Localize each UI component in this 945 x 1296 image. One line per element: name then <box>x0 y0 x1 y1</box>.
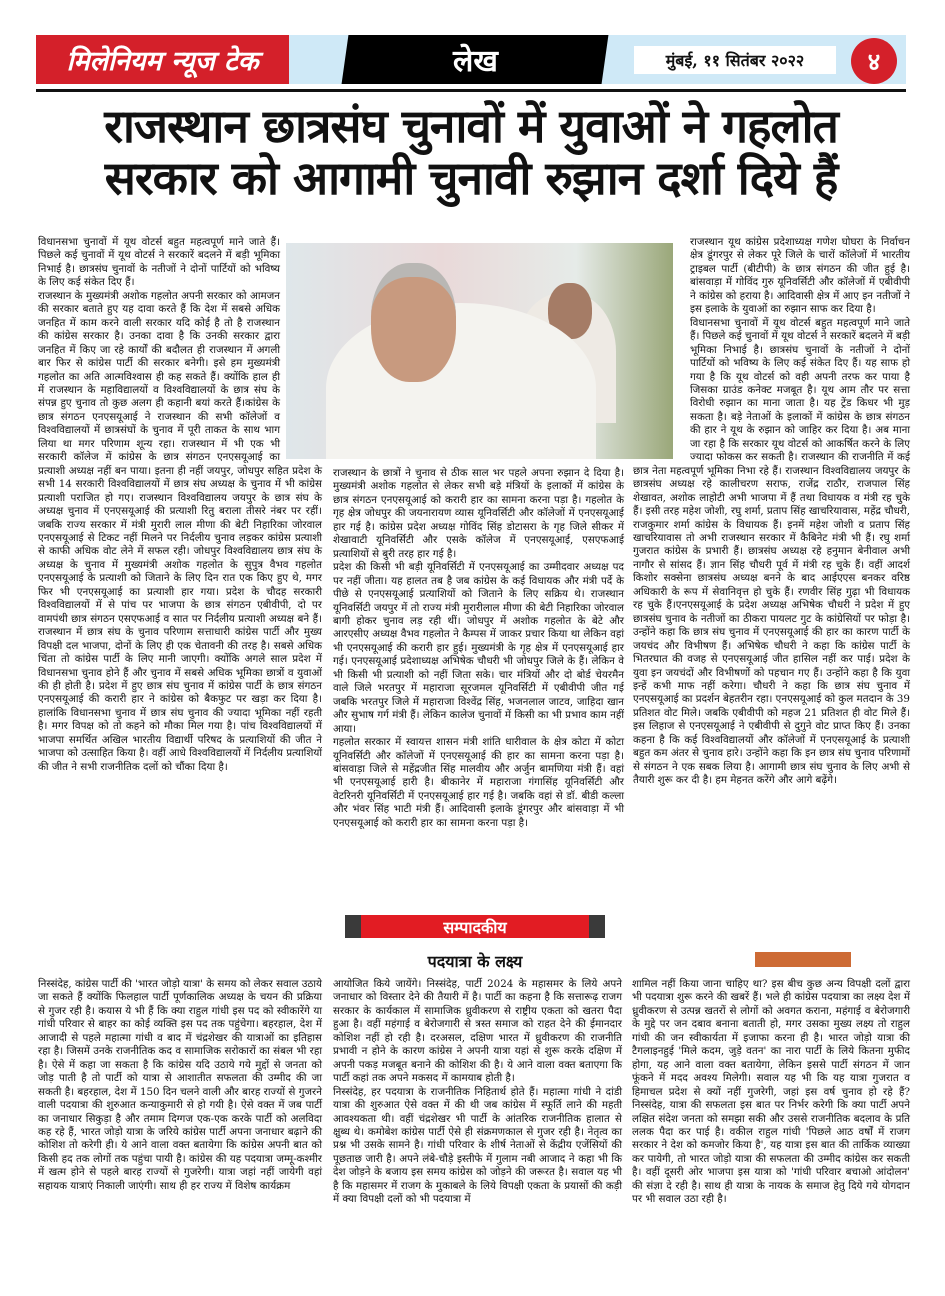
editorial-title: पदयात्रा के लक्ष्य <box>427 952 523 971</box>
section-label <box>342 35 609 84</box>
paragraph: विधानसभा चुनावों में यूथ वोटर्स बहुत महत्वपूर्ण माने जाते हैं। पिछले कई चुनावों में यूथ वोटर्स ने सरकारें बदलने में बड़ी भूमिका निभाई है। छात्रसंघ चुनावों के नतीजों ने दोनों पार्टियों को भविष्य के लिए कई संकेत दिए हैं। यह साफ हो गया है कि यूथ वोटर्स को वही अपनी तरफ कर पाया है जिसका ग्राउंड कनेक्ट मजबूत है। यूथ आम तौर पर सत्ता विरोधी रुझान का माना जाता है। यह ट्रेंड किधर भी मुड़ सकता है। बड़े नेताओं के इलाकों में कांग्रेस के छात्र संगठन की हार ने यूथ के रुझान को जाहिर कर दिया है। अब माना जा रहा है कि सरकार यूथ वोटर्स को आकर्षित करने के लिए ज्यादा फोकस कर सकती है। राजस्थान की राजनीति में कई छात्र नेता महत्वपूर्ण भूमिका निभा रहे हैं। राजस्थान विश्वविद्यालय जयपुर के छात्रसंघ अध्यक्ष रहे कालीचरण सराफ, राजेंद्र राठौर, राजपाल सिंह शेखावत, अशोक लाहोटी अभी भाजपा में हैं तथा विधायक व मंत्री रह चुके हैं। इसी तरह महेश जोशी, रघु शर्मा, प्रताप सिंह खाचरियावास, महेंद्र चौधरी, राजकुमार शर्मा कांग्रेस के विधायक हैं। इनमें महेश जोशी व प्रताप सिंह खाचरियावास तो अभी राजस्थान सरकार में कैबिनेट मंत्री भी हैं। रघु शर्मा गुजरात कांग्रेस के प्रभारी हैं। छात्रसंघ अध्यक्ष रहे हनुमान बेनीवाल अभी नागौर से सांसद हैं। ज्ञान सिंह चौधरी पूर्व में मंत्री रह चुके हैं। वहीं आदर्श किशोर सक्सेना छात्रसंघ अध्यक्ष बनने के बाद आईएएस बनकर वरिष्ठ अधिकारी के रूप में सेवानिवृत्त हो चुके हैं। रणवीर सिंह गुढ़ा भी विधायक रह चुके हैं।एनएसयूआई के प्रदेश अध्यक्ष अभिषेक चौधरी ने प्रदेश में हुए छात्रसंघ चुनाव के नतीजों का ठीकरा पायलट गुट के कांग्रेसियों पर फोड़ा है। उन्होंने कहा कि छात्र संघ चुनाव में एनएसयूआई की हार का कारण पार्टी के जयचंद और विभीषण हैं। अभिषेक चौधरी ने कहा कि कांग्रेस पार्टी के भितरघात की वजह से एनएसयूआई जीत हासिल नहीं कर पाई। प्रदेश के युवा इन जयचंदों और विभीषणों को पहचान गए हैं। उन्होंने कहा है कि युवा इन्हें कभी माफ नहीं करेगा। चौधरी ने कहा कि छात्र संघ चुनाव में एनएसयूआई का प्रदर्शन बेहतरीन रहा। एनएसयूआई को कुल मतदान के 39 प्रतिशत वोट मिले। जबकि एबीवीपी को महज 21 प्रतिशत ही वोट मिले हैं। इस लिहाज से एनएसयूआई ने एबीवीपी से दुगुने वोट प्राप्त किए हैं। उनका कहना है कि कई विश्वविद्यालयों और कॉलेजों में एनएसयूआई के प्रत्याशी बहुत कम अंतर से चुनाव हारे। उन्होंने कहा कि इन छात्र संघ चुनाव परिणामों से संगठन ने एक सबक लिया है। आगामी छात्र संघ चुनाव के लिए अभी से तैयारी शुरू कर दी है। हम मेहनत करेंगे और आगे बढ़ेंगे। <box>633 316 910 787</box>
page-number: ४ <box>851 38 897 84</box>
newspaper-logo: मिलेनियम न्यूज टेक <box>36 35 289 84</box>
editorial-column-3 <box>632 978 910 1207</box>
article-column-2 <box>333 467 624 830</box>
paragraph: विधानसभा चुनावों में यूथ वोटर्स बहुत महत्वपूर्ण माने जाते हैं। पिछले कई चुनावों में यूथ वोटर्स ने सरकारें बदलने में बड़ी भूमिका निभाई है। छात्रसंघ चुनावों के नतीजों ने दोनों पार्टियों को भविष्य के लिए कई संकेत दिए हैं। <box>38 236 280 289</box>
article-photo <box>286 243 673 459</box>
paragraph: निस्संदेह, कांग्रेस पार्टी की 'भारत जोड़ो यात्रा' के समय को लेकर सवाल उठाये जा सकते हैं क्योंकि फिलहाल पार्टी पूर्णकालिक अध्यक्ष के चयन की प्रक्रिया से गुजर रही है। कयास ये भी हैं कि क्या राहुल गांधी इस पद को स्वीकारेंगे या गांधी परिवार से बाहर का कोई व्यक्ति इस पद तक पहुंचेगा। बहरहाल, देश में आजादी से पहले महात्मा गांधी व बाद में चंद्रशेखर की यात्राओं का इतिहास रहा है। जिसमें उनके राजनीतिक कद व सामाजिक सरोकारों का संबल भी रहा है। ऐसे में कहा जा सकता है कि कांग्रेस यदि उठाये गये मुद्दों से जनता को जोड़ पाती है तो पार्टी को यात्रा से आशातीत सफलता की उम्मीद की जा सकती है। बहरहाल, देश में 150 दिन चलने वाली और बारह राज्यों से गुजरने वाली पदयात्रा की शुरुआत कन्याकुमारी से हो गयी है। ऐसे वक्त में जब पार्टी का जनाधार सिकुड़ा है और तमाम दिग्गज एक-एक करके पार्टी को अलविदा कह रहे हैं, भारत जोड़ो यात्रा के जरिये कांग्रेस पार्टी अपना जनाधार बढ़ाने की कोशिश तो करेगी ही। ये आने वाला वक्त बतायेगा कि कांग्रेस अपनी बात को किसी हद तक लोगों तक पहुंचा पायी है। कांग्रेस की यह पदयात्रा जम्मू-कश्मीर में खत्म होने से पहले बारह राज्यों से गुजरेगी। यात्रा जहां नहीं जायेगी वहां सहायक यात्राएं निकाली जाएंगी। साथ ही हर राज्य में विशेष कार्यक्रम <box>38 978 322 1192</box>
editorial-column-1 <box>38 978 322 1193</box>
paragraph: राजस्थान के छात्रों ने चुनाव से ठीक साल भर पहले अपना रुझान दे दिया है। मुख्यमंत्री अशोक गहलोत से लेकर सभी बड़े मंत्रियों के इलाकों में कांग्रेस के छात्र संगठन एनएसयूआई को करारी हार का सामना करना पड़ा है। गहलोत के गृह क्षेत्र जोधपुर की जयनारायण व्यास यूनिवर्सिटी और कॉलेजों में एनएसयूआई हार गई है। कांग्रेस प्रदेश अध्यक्ष गोविंद सिंह डोटासरा के गृह जिले सीकर में शेखावाटी यूनिवर्सिटी और एसके कॉलेज में एनएसयूआई, एसएफआई प्रत्याशियों से बुरी तरह हार गई है। <box>333 467 624 560</box>
article-column-3 <box>633 236 910 788</box>
headline-line-2: सरकार को आगामी चुनावी रुझान दर्शा दिये हैं <box>104 151 838 205</box>
paragraph: राजस्थान यूथ कांग्रेस प्रदेशाध्यक्ष गणेश घोघरा के निर्वाचन क्षेत्र डूंगरपुर से लेकर पूरे जिले के चारों कॉलेजों में भारतीय ट्राइबल पार्टी (बीटीपी) के छात्र संगठन की जीत हुई है। बांसवाड़ा में गोविंद गुरु यूनिवर्सिटी और कॉलेजों में एबीवीपी ने कांग्रेस को हराया है। आदिवासी क्षेत्र में आए इन नतीजों ने इस इलाके के युवाओं का रुझान साफ कर दिया है। <box>690 236 910 316</box>
header-divider <box>36 89 906 92</box>
section-name: लेख <box>452 44 498 79</box>
paragraph: प्रदेश की किसी भी बड़ी यूनिवर्सिटी में एनएसयूआई का उम्मीदवार अध्यक्ष पद पर नहीं जीता। यह हालत तब है जब कांग्रेस के कई विधायक और मंत्री पर्दे के पीछे से एनएसयूआई प्रत्याशियों को जिताने के लिए सक्रिय थे। राजस्थान यूनिवर्सिटी जयपुर में तो राज्य मंत्री मुरारीलाल मीणा की बेटी निहारिका जोरवाल बागी होकर चुनाव लड़ रही थीं। जोधपुर में अशोक गहलोत के बेटे और आरएसीए अध्यक्ष वैभव गहलोत ने कैम्पस में जाकर प्रचार किया था लेकिन वहां भी एनएसयूआई की करारी हार हुई। मुख्यमंत्री के गृह क्षेत्र में एनएसयूआई हार गई। एनएसयूआई प्रदेशाध्यक्ष अभिषेक चौधरी भी जोधपुर जिले के हैं। लेकिन वे भी किसी भी प्रत्याशी को नहीं जिता सके। चार मंत्रियों और दो बोर्ड चेयरमैन वाले जिले भरतपुर में महाराजा सूरजमल यूनिवर्सिटी में एबीवीपी जीत गई जबकि भरतपुर जिले में महाराजा विश्वेंद्र सिंह, भजनलाल जाटव, जाहिदा खान और सुभाष गर्ग मंत्री हैं। लेकिन कालेज चुनावों में किसी का भी प्रभाव काम नहीं आया। <box>333 561 624 735</box>
paragraph: शामिल नहीं किया जाना चाहिए था? इस बीच कुछ अन्य विपक्षी दलों द्वारा भी पदयात्रा शुरू करने की खबरें हैं। भले ही कांग्रेस पदयात्रा का लक्ष्य देश में ध्रुवीकरण से उत्पन्न खतरों से लोगों को अवगत कराना, महंगाई व बेरोजगारी के मुद्दे पर जन दबाव बनाना बताती हो, मगर उसका मुख्य लक्ष्य तो राहुल गांधी की जन स्वीकार्यता में इजाफा करना ही है। भारत जोड़ो यात्रा की टैगलाइनहुई 'मिले कदम, जुड़े वतन' का नारा पार्टी के लिये कितना मुफीद होगा, यह आने वाला वक्त बतायेगा, लेकिन इससे पार्टी संगठन में जान फूंकने में मदद अवश्य मिलेगी। सवाल यह भी कि यह यात्रा गुजरात व हिमाचल प्रदेश से क्यों नहीं गुजरेगी, जहां इस वर्ष चुनाव हो रहे हैं? निस्संदेह, यात्रा की सफलता इस बात पर निर्भर करेगी कि क्या पार्टी अपने लक्षित संदेश जनता को समझा सकी और उससे राजनीतिक बदलाव के प्रति ललक पैदा कर पाई है। वकील राहुल गांधी 'पिछले आठ वर्षों में राजग सरकार ने देश को कमजोर किया है', यह यात्रा इस बात की तार्किक व्याख्या कर पायेगी, तो भारत जोड़ो यात्रा की सफलता की उम्मीद कांग्रेस कर सकती है। वहीं दूसरी ओर भाजपा इस यात्रा को 'गांधी परिवार बचाओ आंदोलन' की संज्ञा दे रही है। साथ ही यात्रा के नायक के समाज हेतु दिये गये योगदान पर भी सवाल उठा रही है। <box>632 978 910 1206</box>
editorial-column-2 <box>333 978 622 1207</box>
article-headline <box>36 100 906 204</box>
paragraph: आयोजित किये जायेंगे। निस्संदेह, पार्टी 2024 के महासमर के लिये अपने जनाधार को विस्तार देने की तैयारी में है। पार्टी का कहना है कि सत्तारूढ़ राजग सरकार के कार्यकाल में सामाजिक ध्रुवीकरण से राष्ट्रीय एकता को खतरा पैदा हुआ है। वहीं महंगाई व बेरोजगारी से त्रस्त समाज को राहत देने की ईमानदार कोशिश नहीं हो रही है। दरअसल, दक्षिण भारत में ध्रुवीकरण की राजनीति प्रभावी न होने के कारण कांग्रेस ने अपनी यात्रा यहां से शुरू करके दक्षिण में अपनी पकड़ मजबूत बनाने की कोशिश की है। ये आने वाला वक्त बताएगा कि पार्टी कहां तक अपने मकसद में कामयाब होती है। <box>333 978 622 1085</box>
editorial-label: सम्पादकीय <box>345 915 605 938</box>
paragraph: राजस्थान के मुख्यमंत्री अशोक गहलोत अपनी सरकार को आमजन की सरकार बताते हुए यह दावा करते हैं कि देश में सबसे अधिक जनहित में काम करने वाली सरकार यदि कोई है तो है राजस्थान की कांग्रेस सरकार है। उनका दावा है कि उनकी सरकार द्वारा जनहित में किए जा रहे कार्यों की बदौलत ही राजस्थान में अगली बार फिर से कांग्रेस पार्टी की सरकार बनेगी। इसे हम मुख्यमंत्री गहलोत का अति आत्मविश्वास ही कह सकते हैं। क्योंकि हाल ही में राजस्थान के महाविद्यालयों व विश्वविद्यालयों के छात्र संघ के संपन्न हुए चुनाव तो कुछ अलग ही कहानी बयां करते हैं।कांग्रेस के छात्र संगठन एनएसयूआई ने राजस्थान की सभी कॉलेजों व विश्वविद्यालयों में छात्रसंघों के चुनाव में पूरी ताकत के साथ भाग लिया था मगर परिणाम शून्य रहा। राजस्थान में भी एक भी सरकारी कॉलेज में कांग्रेस के छात्र संगठन एनएसयूआई का प्रत्याशी अध्यक्ष नहीं बन पाया। इतना ही नहीं जयपुर, जोधपुर सहित प्रदेश के सभी 14 सरकारी विश्वविद्यालयों में छात्र संघ अध्यक्ष के चुनाव में भी कांग्रेस प्रत्याशी पराजित हो गए। राजस्थान विश्वविद्यालय जयपुर के छात्र संघ के अध्यक्ष चुनाव में एनएसयूआई की प्रत्याशी रितु बराला तीसरे नंबर पर रहीं। जबकि राज्य सरकार में मंत्री मुरारी लाल मीणा की बेटी निहारिका जोरवाल एनएसयूआई से टिकट नहीं मिलने पर निर्दलीय चुनाव लड़कर कांग्रेस प्रत्याशी से काफी अधिक वोट लेने में सफल रही। जोधपुर विश्वविद्यालय छात्र संघ के अध्यक्ष के चुनाव में मुख्यमंत्री अशोक गहलोत के सुपुत्र वैभव गहलोत एनएसयूआई के प्रत्याशी को जिताने के लिए दिन रात एक किए हुए थे, मगर फिर भी एनएसयूआई का प्रत्याशी हार गया। प्रदेश के चौदह सरकारी विश्वविद्यालयों में से पांच पर भाजपा के छात्र संगठन एबीवीपी, दो पर वामपंथी छात्र संगठन एसएफआई व सात पर निर्दलीय प्रत्याशी अध्यक्ष बने हैं।राजस्थान में छात्र संघ के चुनाव परिणाम सत्ताधारी कांग्रेस पार्टी और मुख्य विपक्षी दल भाजपा, दोनों के लिए ही एक चेतावनी की तरह है। सबसे अधिक चिंता तो कांग्रेस पार्टी के लिए मानी जाएगी। क्योंकि अगले साल प्रदेश में विधानसभा चुनाव होने हैं और चुनाव में सबसे अधिक भूमिका छात्रों व युवाओं की ही होती है। प्रदेश में हुए छात्र संघ चुनाव में कांग्रेस पार्टी के छात्र संगठन एनएसयूआई की करारी हार ने कांग्रेस को बैकफुट पर खड़ा कर दिया है। हालांकि विधानसभा चुनाव में छात्र संघ चुनाव की ज्यादा भूमिका नहीं रहती है। मगर विपक्ष को तो कहने को मौका मिल गया है। पांच विश्वविद्यालयों में भाजपा समर्थित अखिल भारतीय विद्यार्थी परिषद के प्रत्याशियों की जीत ने भाजपा को उत्साहित किया है। वहीं आधे विश्वविद्यालयों में निर्दलीय प्रत्याशियों की जीत ने सभी राजनीतिक दलों को चौंका दिया है। <box>38 289 322 773</box>
paragraph: निस्संदेह, हर पदयात्रा के राजनीतिक निहितार्थ होते हैं। महात्मा गांधी ने दांडी यात्रा की शुरुआत ऐसे वक्त में की थी जब कांग्रेस में स्फूर्ति लाने की महती आवश्यकता थी। वहीं चंद्रशेखर भी पार्टी के आंतरिक राजनीतिक हालात से क्षुब्ध थे। कमोबेश कांग्रेस पार्टी ऐसे ही संक्रमणकाल से गुजर रही है। नेतृत्व का प्रश्न भी उसके सामने है। गांधी परिवार के शीर्ष नेताओं से केंद्रीय एजेंसियों की पूछताछ जारी है। अपने लंबे-चौड़े इस्तीफे में गुलाम नबी आजाद ने कहा भी कि देश जोड़ने के बजाय इस समय कांग्रेस को जोड़ने की जरूरत है। सवाल यह भी है कि महासमर में राजग के मुकाबले के लिये विपक्षी एकता के प्रयासों की कड़ी में क्या विपक्षी दलों को भी पदयात्रा में <box>333 1085 622 1206</box>
headline-line-1: राजस्थान छात्रसंघ चुनावों में युवाओं ने गहलोत <box>104 99 838 153</box>
paragraph: गहलोत सरकार में स्वायत्त शासन मंत्री शांति धारीवाल के क्षेत्र कोटा में कोटा यूनिवर्सिटी और कॉलेजों में एनएसयूआई की हार का सामना करना पड़ा है। बांसवाड़ा जिले से महेंद्रजीत सिंह मालवीय और अर्जुन बामणिया मंत्री हैं। वहां भी एनएसयूआई हारी है। बीकानेर में महाराजा गंगासिंह यूनिवर्सिटी और वेटरिनरी यूनिवर्सिटी में एनएसयूआई हार गई है। जबकि वहां से डॉ. बीडी कल्ला और भंवर सिंह भाटी मंत्री हैं। आदिवासी इलाके डूंगरपुर और बांसवाड़ा में भी एनएसयूआई को करारी हार का सामना करना पड़ा है। <box>333 736 624 829</box>
editorial-accent-bar <box>755 952 851 967</box>
article-column-1 <box>38 236 322 774</box>
dateline: मुंबई, ११ सितंबर २०२२ <box>634 46 836 74</box>
